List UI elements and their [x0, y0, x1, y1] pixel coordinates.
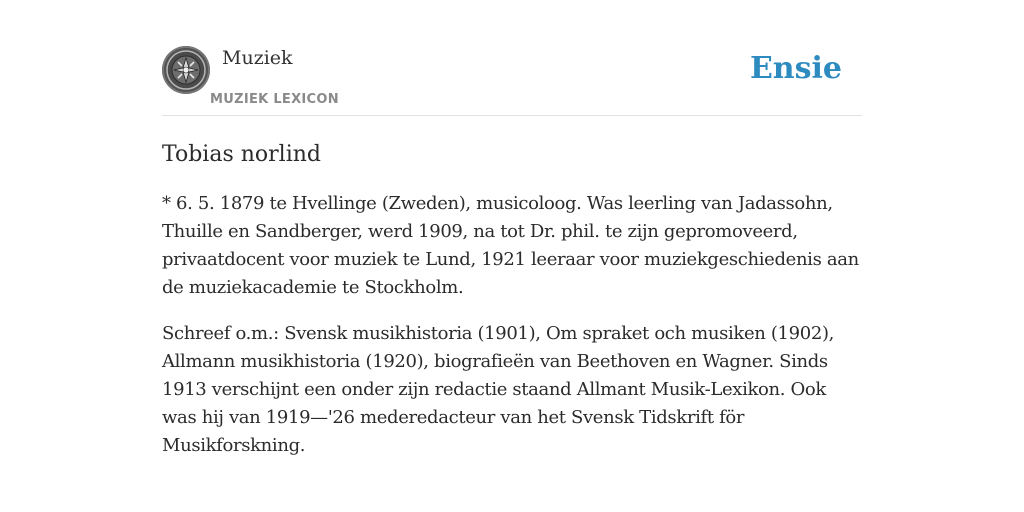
- site-subtitle[interactable]: MUZIEK LEXICON: [210, 92, 339, 107]
- article-paragraph: Schreef o.m.: Svensk musikhistoria (1901), Om spraket och musiken (1902), Allmann musikhistoria (1920), biografieën van Beethoven en Wagner. Sinds 1913 verschijnt een onder zijn redactie staand Allmant Musik-Lexikon. Ook was hij van 1919—'26 mederedacteur van het Svensk Tidskrift för Musikforskning.: [162, 323, 835, 456]
- emblem-icon[interactable]: [162, 46, 210, 94]
- site-name[interactable]: Muziek: [222, 47, 293, 69]
- article-paragraph: * 6. 5. 1879 te Hvellinge (Zweden), musicoloog. Was leerling van Jadassohn, Thuille en Sandberger, werd 1909, na tot Dr. phil. te zijn gepromoveerd, privaatdocent voor muziek te Lund, 1921 leeraar voor muziekgeschiedenis aan de muziekacademie te Stockholm.: [162, 193, 859, 298]
- brand-logo-link[interactable]: Ensie: [749, 51, 842, 86]
- header: [162, 0, 862, 116]
- page: [162, 0, 862, 460]
- emblem-icon-graphic: [162, 46, 210, 94]
- page-title: Tobias norlind: [162, 142, 321, 167]
